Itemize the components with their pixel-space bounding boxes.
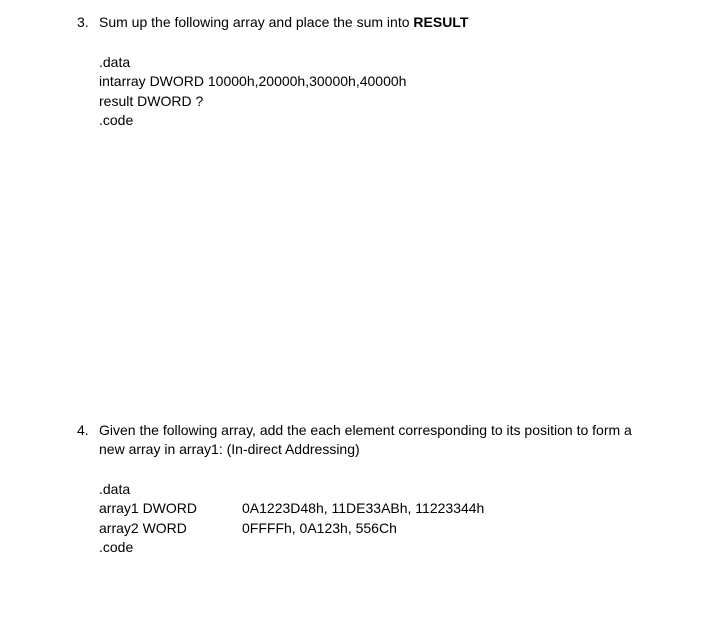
q4-code-data: .data [99, 481, 131, 497]
q4-row-2-values: 0FFFFh, 0A123h, 556Ch [242, 520, 397, 536]
q3-code-line-1: .data [99, 54, 131, 70]
q3-code-line-4: .code [99, 112, 134, 128]
question-3-prompt-bold: RESULT [413, 14, 469, 30]
question-4-number: 4. [77, 422, 89, 438]
question-4-prompt-line-2: new array in array1: (In-direct Addressing) [99, 441, 360, 457]
q4-code-end: .code [99, 539, 134, 555]
question-3-number: 3. [77, 14, 89, 30]
q4-row-1-decl: array1 DWORD [99, 500, 198, 516]
q4-row-1-values: 0A1223D48h, 11DE33ABh, 11223344h [242, 500, 485, 516]
q3-code-line-2: intarray DWORD 10000h,20000h,30000h,40000h [99, 73, 407, 89]
q3-code-line-3: result DWORD ? [99, 93, 204, 109]
question-4-prompt-line-1: Given the following array, add the each element corresponding to its position to form a [99, 422, 632, 438]
q4-row-2-decl: array2 WORD [99, 520, 187, 536]
question-3-prompt [99, 13, 468, 31]
question-3-prompt-text: Sum up the following array and place the sum into [99, 14, 414, 30]
